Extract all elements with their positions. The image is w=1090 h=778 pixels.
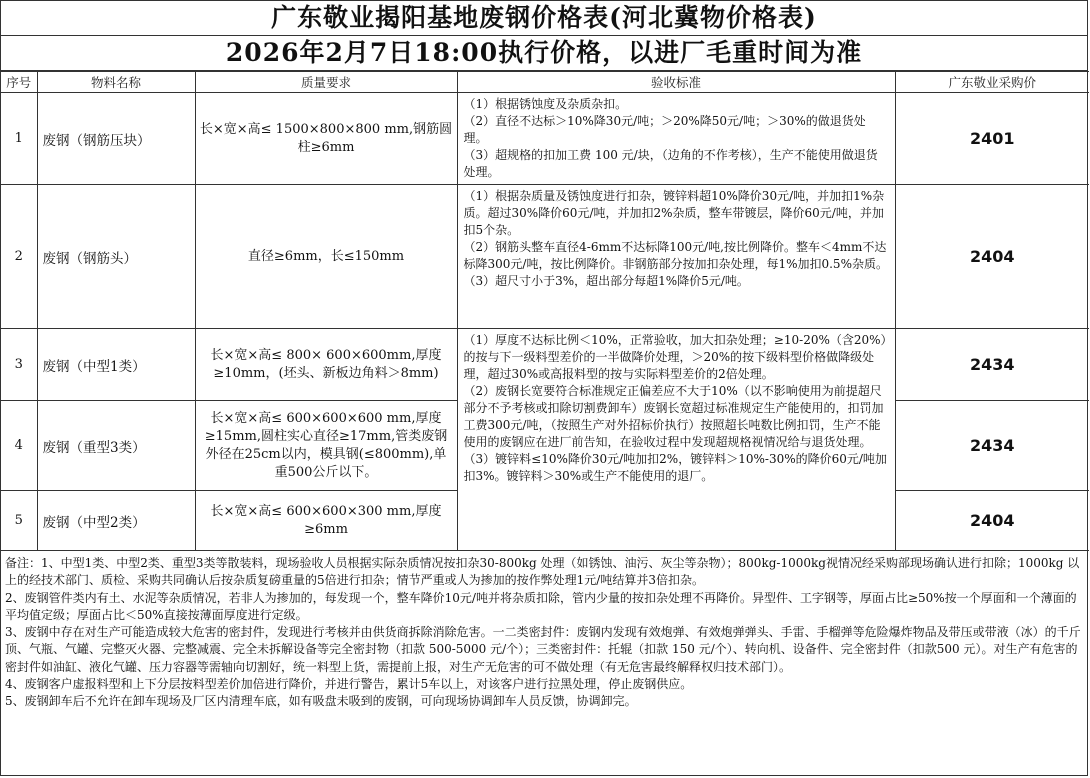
- quality-requirement: 直径≥6mm，长≤150mm: [195, 185, 457, 329]
- col-header-standard: 验收标准: [457, 72, 895, 93]
- remark-item: 4、废钢客户虚报料型和上下分层按料型差价加倍进行降价，并进行警告，累计5车以上，对该客户进行拉黑处理，停止废钢供应。: [5, 677, 693, 692]
- acceptance-standard: （1）根据杂质量及锈蚀度进行扣杂，镀锌料超10%降价30元/吨，并加扣1%杂质。超过30%降价60元/吨，并加扣2%杂质，整车带镀层，降价60元/吨，并加扣5个杂。 （2）钢筋头整车直径4-6mm不达标降100元/吨,按比例降价。整车＜4mm不达标降300元/吨，按比例降价。非钢筋部分按加扣杂处理，每1%加扣0.5%杂质。 （3）超尺寸小于3%，超出部分每超1%降价5元/吨。: [457, 185, 895, 329]
- col-header-name: 物料名称: [37, 72, 195, 93]
- col-header-no: 序号: [1, 72, 37, 93]
- purchase-price: 2401: [895, 93, 1089, 185]
- row-no: 4: [1, 401, 37, 491]
- price-table: [1, 71, 1089, 551]
- remarks: [1, 551, 1087, 711]
- table-row: [1, 185, 1089, 329]
- acceptance-standard-shared: （1）厚度不达标比例＜10%，正常验收，加大扣杂处理；≥10-20%（含20%）的按与下一级料型差价的一半做降价处理，＞20%的按下级料型价格做降级处理，超过30%或高报料型的按与实际料型差价的2倍处理。 （2）废钢长宽要符合标准规定正偏差应不大于10%（以不影响使用为前提超尺部分不予考核或扣除切割费卸车）废钢长宽超过标准规定生产能使用的，扣罚加工费300元/吨，（按照生产对外招标价执行）按照超长吨数比例扣罚，生产不能使用的废钢应在进厂前告知，在验收过程中发现超规格视情况给与退货处理。 （3）镀锌料≤10%降价30元/吨加扣2%，镀锌料＞10%-30%的降价60元/吨加扣3%。镀锌料＞30%或生产不能使用的退厂。: [457, 329, 895, 551]
- material-name: 废钢（钢筋压块）: [37, 93, 195, 185]
- col-header-price: 广东敬业采购价: [895, 72, 1089, 93]
- purchase-price: 2404: [895, 185, 1089, 329]
- col-header-quality: 质量要求: [195, 72, 457, 93]
- page-subtitle: 2026年2月7日18:00执行价格，以进厂毛重时间为准: [1, 36, 1087, 71]
- quality-requirement: 长×宽×高≤ 600×600×300 mm,厚度≥6mm: [195, 491, 457, 551]
- row-no: 5: [1, 491, 37, 551]
- purchase-price: 2434: [895, 329, 1089, 401]
- material-name: 废钢（中型2类）: [37, 491, 195, 551]
- quality-requirement: 长×宽×高≤ 600×600×600 mm,厚度≥15mm,圆柱实心直径≥17mm,管类废钢外径在25cm以内，模具钢(≤800mm),单重500公斤以下。: [195, 401, 457, 491]
- table-row: [1, 93, 1089, 185]
- quality-requirement: 长×宽×高≤ 800× 600×600mm,厚度≥10mm，(坯头、新板边角料＞8mm): [195, 329, 457, 401]
- material-name: 废钢（中型1类）: [37, 329, 195, 401]
- table-row: [1, 329, 1089, 401]
- purchase-price: 2404: [895, 491, 1089, 551]
- table-header-row: [1, 72, 1089, 93]
- page-title: 广东敬业揭阳基地废钢价格表(河北冀物价格表): [1, 1, 1087, 36]
- row-no: 2: [1, 185, 37, 329]
- remark-item: 5、废钢卸车后不允许在卸车现场及厂区内清理车底，如有吸盘未吸到的废钢，可向现场协调卸车人员反馈，协调卸完。: [5, 694, 637, 709]
- purchase-price: 2434: [895, 401, 1089, 491]
- row-no: 3: [1, 329, 37, 401]
- acceptance-standard: （1）根据锈蚀度及杂质杂扣。 （2）直径不达标＞10%降30元/吨；＞20%降50元/吨；＞30%的做退货处理。 （3）超规格的扣加工费 100 元/块，（边角的不作考核），生产不能使用做退货处理。: [457, 93, 895, 185]
- quality-requirement: 长×宽×高≤ 1500×800×800 mm,钢筋圆柱≥6mm: [195, 93, 457, 185]
- material-name: 废钢（重型3类）: [37, 401, 195, 491]
- remark-item: 3、废钢中存在对生产可能造成较大危害的密封件，发现进行考核并由供货商拆除消除危害。一二类密封件：废钢内发现有效炮弹、有效炮弹弹头、手雷、手榴弹等危险爆炸物品及带压或带液（冰）的千斤顶、气瓶、气罐、完整灭火器、完整减震、完全未拆解设备等完全密封物（扣款 500-5000 元/个）；三类密封件：托辊（扣款 150 元/个）、转向机、设备件、完全密封件（扣款500 元）。对生产有危害的密封件如油缸、液化气罐、压力容器等需轴向切割好，统一料型上货，需提前上报，对生产无危害的可不做处理（有无危害最终解释权归技术部门）。: [5, 625, 1081, 674]
- remark-item: 备注：1、中型1类、中型2类、重型3类等散装料，现场验收人员根据实际杂质情况按扣杂30-800kg 处理（如锈蚀、油污、灰尘等杂物）；800kg-1000kg视情况经采购部现场确认进行扣除；1000kg 以上的经技术部门、质检、采购共同确认后按杂质复磅重量的5倍进行扣杂；情节严重或人为掺加的按作弊处理1元/吨结算并3倍扣杂。: [5, 556, 1080, 588]
- row-no: 1: [1, 93, 37, 185]
- material-name: 废钢（钢筋头）: [37, 185, 195, 329]
- remark-item: 2、废钢管件类内有土、水泥等杂质情况，若非人为掺加的，每发现一个，整车降价10元/吨并将杂质扣除，管内少量的按扣杂处理不再降价。异型件、工字钢等，厚面占比≥50%按一个厚面和一个薄面的平均值定级；厚面占比＜50%直接按薄面厚度进行定级。: [5, 590, 1077, 622]
